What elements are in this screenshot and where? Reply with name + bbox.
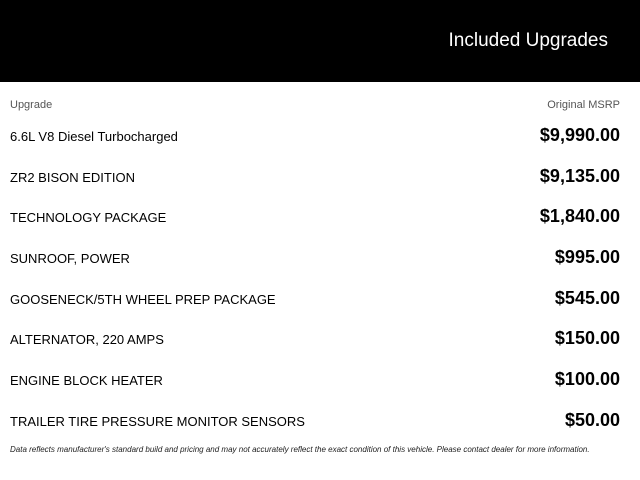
msrp-column-header: Original MSRP — [547, 99, 620, 111]
upgrade-name: TRAILER TIRE PRESSURE MONITOR SENSORS — [10, 413, 305, 429]
upgrade-name: ALTERNATOR, 220 AMPS — [10, 332, 164, 348]
upgrade-price: $9,135.00 — [539, 165, 620, 186]
list-item — [10, 279, 620, 320]
header-bar — [0, 0, 640, 82]
list-item — [10, 197, 620, 238]
upgrade-column-header: Upgrade — [10, 99, 53, 111]
page-title: Included Upgrades — [448, 30, 608, 51]
upgrade-price: $100.00 — [554, 369, 620, 390]
list-item — [10, 360, 620, 401]
disclaimer-text: Data reflects manufacturer's standard build and pricing and may not accurately reflect the exact condition of this vehicle. Please contact dealer for more information. — [10, 445, 590, 454]
list-item — [10, 157, 620, 198]
upgrade-name: 6.6L V8 Diesel Turbocharged — [10, 129, 178, 144]
upgrade-name: ENGINE BLOCK HEATER — [10, 373, 163, 389]
upgrade-price: $50.00 — [564, 409, 620, 430]
upgrade-price: $9,990.00 — [539, 125, 620, 145]
column-headers — [10, 99, 620, 113]
list-item — [10, 401, 620, 442]
upgrade-name: SUNROOF, POWER — [10, 251, 130, 267]
upgrade-name: ZR2 BISON EDITION — [10, 169, 135, 185]
upgrade-price: $150.00 — [554, 328, 620, 349]
upgrade-name: TECHNOLOGY PACKAGE — [10, 210, 167, 226]
upgrade-list — [10, 116, 620, 442]
list-item — [10, 116, 620, 157]
upgrade-price: $995.00 — [554, 247, 620, 268]
upgrade-name: GOOSENECK/5TH WHEEL PREP PACKAGE — [10, 291, 276, 307]
upgrade-price: $545.00 — [554, 287, 620, 308]
list-item — [10, 319, 620, 360]
list-item — [10, 238, 620, 279]
upgrade-price: $1,840.00 — [539, 206, 620, 227]
